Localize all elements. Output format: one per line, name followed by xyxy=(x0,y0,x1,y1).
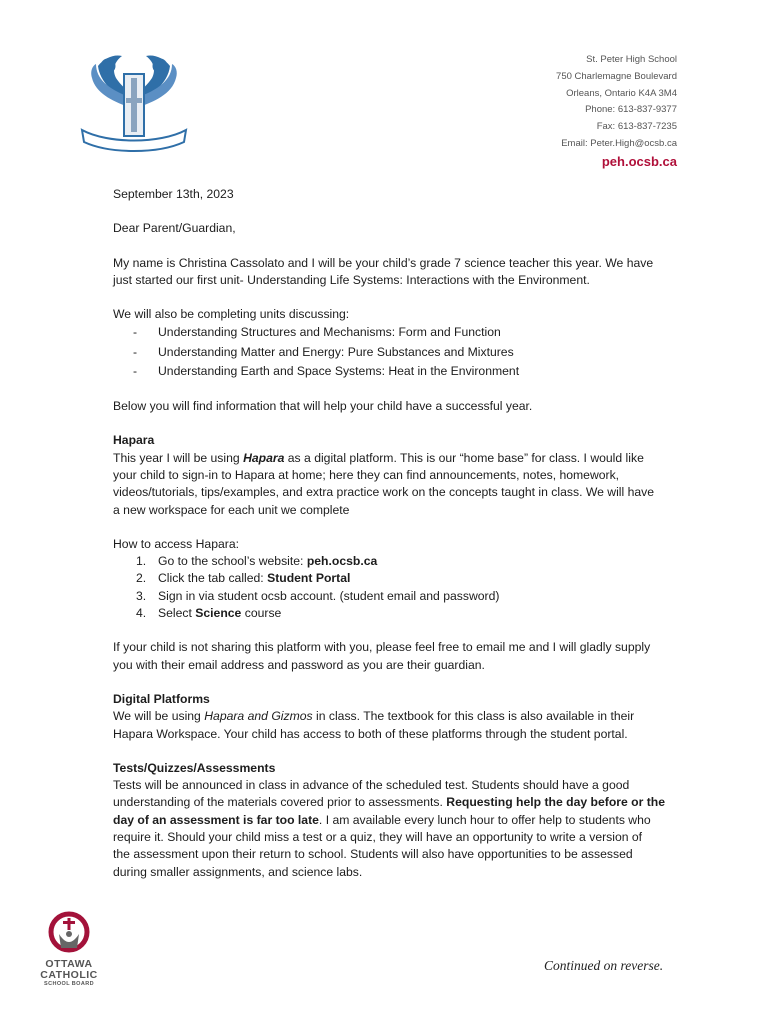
board-name-line3: SCHOOL BOARD xyxy=(44,981,94,987)
list-item: 4. Select Science course xyxy=(136,606,282,621)
sharing-line2: you with their email address and password as you are their guardian. xyxy=(113,657,485,672)
website-link[interactable]: peh.ocsb.ca xyxy=(306,554,378,569)
continued-note: Continued on reverse. xyxy=(544,958,664,973)
letter-date: September 13th, 2023 xyxy=(113,187,234,201)
school-address-line1: 750 Charlemagne Boulevard xyxy=(556,70,677,82)
school-website-link[interactable]: peh.ocsb.ca xyxy=(601,153,677,169)
intro-line1: My name is Christina Cassolato and I will be your child’s grade 7 science teacher this year. We have xyxy=(113,255,654,270)
access-intro: How to access Hapara: xyxy=(113,536,239,551)
below-info: Below you will find information that will help your child have a successful year. xyxy=(113,399,533,414)
school-phone: Phone: 613-837-9377 xyxy=(585,104,677,116)
hapara-line2: your child to sign-in to Hapara at home; here they can find announcements, notes, homework, xyxy=(113,467,620,482)
school-email[interactable]: Email: Peter.High@ocsb.ca xyxy=(561,137,677,149)
letter-body xyxy=(113,186,688,881)
tests-line1: Tests will be announced in class in advance of the scheduled test. Students should have a good xyxy=(113,778,630,793)
units-intro: We will also be completing units discussing: xyxy=(113,307,350,322)
list-item: - Understanding Earth and Space Systems: Heat in the Environment xyxy=(133,362,688,381)
tests-line5: the assessment upon their return to school. Students will also have opportunities to be assessed xyxy=(113,847,633,862)
ocsb-emblem-icon xyxy=(47,910,91,954)
school-contact-block xyxy=(556,52,677,171)
school-crest-logo xyxy=(78,44,190,160)
digital-line1: We will be using Hapara and Gizmos in class. The textbook for this class is also available in their xyxy=(113,709,635,724)
access-steps xyxy=(113,553,688,622)
school-name: St. Peter High School xyxy=(586,54,677,65)
hapara-line1: This year I will be using Hapara as a digital platform. This is our “home base” for class. I would like xyxy=(113,450,644,465)
board-name-line2: CATHOLIC xyxy=(40,969,98,981)
tests-line4: require it. Should your child miss a test or a quiz, they will have an opportunity to write a version of xyxy=(113,830,643,845)
intro-line2: just started our first unit- Understanding Life Systems: Interactions with the Environment. xyxy=(113,272,590,287)
list-item: - Understanding Structures and Mechanisms: Form and Function xyxy=(133,323,688,342)
tests-heading: Tests/Quizzes/Assessments xyxy=(113,760,276,775)
tests-line3: day of an assessment is far too late. I am available every lunch hour to offer help to students who xyxy=(113,812,651,827)
list-item: - Understanding Matter and Energy: Pure Substances and Mixtures xyxy=(133,343,688,362)
units-list xyxy=(113,323,688,381)
tests-line2: understanding of the materials covered prior to assessments. Requesting help the day before or the xyxy=(113,795,666,810)
tests-line6: during smaller assignments, and science labs. xyxy=(113,864,363,879)
sharing-line1: If your child is not sharing this platform with you, please feel free to email me and I will gladly supply xyxy=(113,640,651,655)
salutation: Dear Parent/Guardian, xyxy=(113,221,236,236)
hapara-line3: videos/tutorials, tips/examples, and extra practice work on the concepts taught in class. We will have xyxy=(113,485,655,500)
hapara-line4: a new workspace for each unit we complete xyxy=(113,502,350,517)
school-fax: Fax: 613-837-7235 xyxy=(596,121,677,133)
list-item: 3. Sign in via student ocsb account. (student email and password) xyxy=(136,588,500,603)
digital-platforms-heading: Digital Platforms xyxy=(113,691,210,706)
hapara-heading: Hapara xyxy=(113,433,155,448)
board-name-line1: OTTAWA xyxy=(45,958,93,970)
list-item: 2. Click the tab called: Student Portal xyxy=(136,571,351,586)
list-item: 1. Go to the school’s website: peh.ocsb.ca xyxy=(136,554,378,569)
ocsb-logo xyxy=(40,910,98,988)
digital-line2: Hapara Workspace. Your child has access to both of these platforms through the student portal. xyxy=(113,726,628,741)
school-address-line2: Orleans, Ontario K4A 3M4 xyxy=(566,87,677,99)
